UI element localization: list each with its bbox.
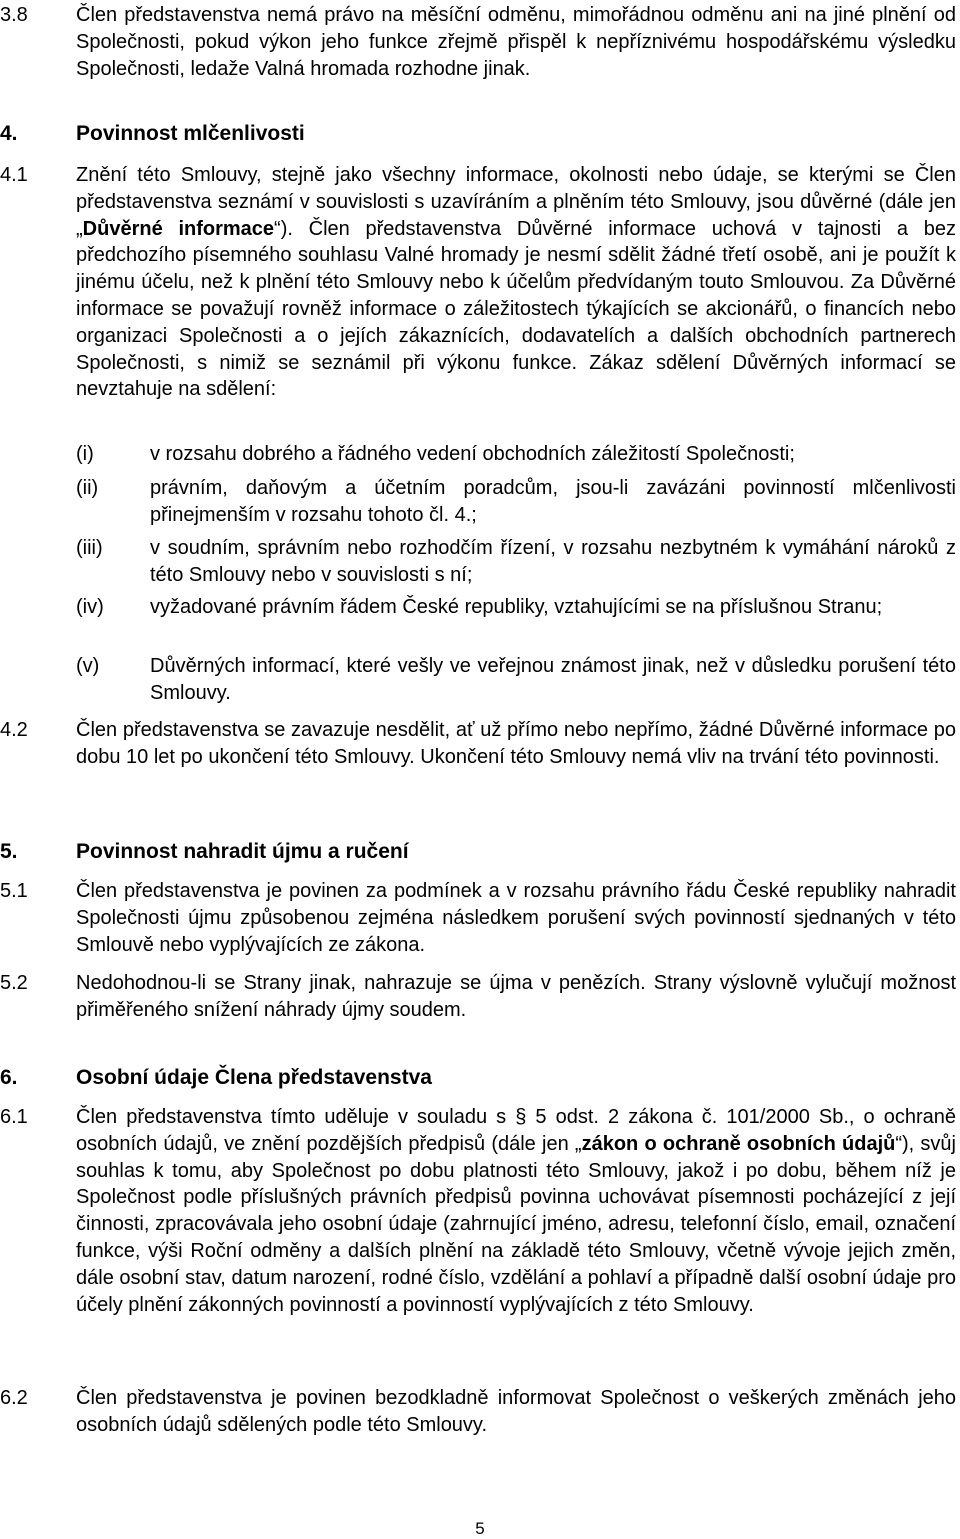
list-item-text: v soudním, správním nebo rozhodčím řízení, v rozsahu nezbytném k vymáhání nároků z této Smlouvy nebo v souvislosti s ní; [150, 537, 956, 586]
clause-text: Člen představenstva je povinen za podmínek a v rozsahu právního řádu České republiky nahradit Společnosti újmu způsobenou zejména následkem porušení svých povinností sjednaných v této Smlouvě nebo vyplývajících ze zákona. [76, 880, 956, 956]
heading-title: Povinnost mlčenlivosti [76, 122, 305, 145]
clause-text: Člen představenstva je povinen bezodkladně informovat Společnost o veškerých změnách jeho osobních údajů sdělených podle této Smlouvy. [76, 1387, 956, 1436]
heading-number: 5. [0, 840, 18, 863]
clause-text: Člen představenstva nemá právo na měsíční odměnu, mimořádnou odměnu ani na jiné plnění od Společnosti, pokud výkon jeho funkce zřejmě přispěl k nepříznivému hospodářskému výsledku Společnosti, ledaže Valná hromada rozhodne jinak. [76, 4, 956, 80]
list-item-number: (ii) [76, 477, 99, 499]
defined-term: zákon o ochraně osobních údajů [581, 1132, 896, 1155]
heading-number: 6. [0, 1066, 18, 1089]
list-item-number: (iii) [76, 537, 103, 559]
clause-text [76, 1104, 956, 1318]
list-item-number: (v) [76, 655, 100, 677]
heading-title: Povinnost nahradit újmu a ručení [76, 840, 409, 863]
defined-term: Důvěrné informace [82, 217, 275, 240]
page-number: 5 [475, 1519, 485, 1538]
list-item-number: (i) [76, 443, 94, 465]
clause-number: 4.1 [0, 164, 28, 186]
clause-text [76, 162, 956, 403]
clause-text: Člen představenstva se zavazuje nesdělit, ať už přímo nebo nepřímo, žádné Důvěrné informace po dobu 10 let po ukončení této Smlouvy. Ukončení této Smlouvy nemá vliv na trvání této povinnosti. [76, 719, 956, 768]
clause-text-part: Člen představenstva tímto uděluje v souladu s § 5 odst. 2 zákona č. 101/2000 Sb., o ochraně osobních údajů, ve znění pozdějších předpisů (dále jen „ [76, 1106, 956, 1155]
clause-text-part: Znění této Smlouvy, stejně jako všechny informace, okolnosti nebo údaje, se kterými se Člen představenstva seznámí v souvislosti s uzavíráním a plněním této Smlouvy, jsou důvěrné (dále jen „ [76, 164, 956, 240]
list-item-text: právním, daňovým a účetním poradcům, jsou-li zavázáni povinností mlčenlivosti přinejmenším v rozsahu tohoto čl. 4.; [150, 477, 956, 526]
clause-text: Nedohodnou-li se Strany jinak, nahrazuje se újma v penězích. Strany výslovně vylučují možnost přiměřeného snížení náhrady újmy soudem. [76, 972, 956, 1021]
list-item-text: Důvěrných informací, které vešly ve veřejnou známost jinak, než v důsledku porušení této Smlouvy. [150, 655, 956, 704]
clause-number: 5.2 [0, 972, 28, 994]
list-item-number: (iv) [76, 596, 104, 618]
clause-number: 5.1 [0, 880, 28, 902]
clause-number: 3.8 [0, 4, 28, 26]
clause-text-part: “), svůj souhlas k tomu, aby Společnost po dobu platnosti této Smlouvy, jakož i po dobu, během níž je Společnost podle příslušných právních předpisů povinna uchovávat písemnosti pocházející z její činnosti, zpracovávala jeho osobní údaje (zahrnující jméno, adresu, telefonní číslo, email, označení funkce, výši Roční odměny a dalších plnění na základě této Smlouvy, včetně vývoje jejich změn, dále osobní stav, datum narození, rodné číslo, vzdělání a pohlaví a případně další osobní údaje pro účely plnění zákonných povinností a povinností vyplývajících z této Smlouvy. [76, 1132, 956, 1316]
clause-number: 6.2 [0, 1387, 28, 1409]
list-item-text: v rozsahu dobrého a řádného vedení obchodních záležitostí Společnosti; [150, 443, 795, 465]
clause-number: 6.1 [0, 1106, 28, 1128]
list-item-text: vyžadované právním řádem České republiky, vztahujícími se na příslušnou Stranu; [150, 596, 883, 618]
clause-number: 4.2 [0, 719, 28, 741]
clause-text-part: “). Člen představenstva Důvěrné informace uchová v tajnosti a bez předchozího písemného souhlasu Valné hromady je nesmí sdělit žádné třetí osobě, ani je použít k jinému účelu, než k plnění této Smlouvy nebo k účelům předvídaným touto Smlouvou. Za Důvěrné informace se považují rovněž informace o záležitostech týkajících se akcionářů, o financích nebo organizaci Společnosti a o jejích zákaznících, dodavatelích a dalších obchodních partnerech Společnosti, s nimiž se seznámil při výkonu funkce. Zákaz sdělení Důvěrných informací se nevztahuje na sdělení: [76, 217, 956, 401]
heading-title: Osobní údaje Člena představenstva [76, 1066, 432, 1089]
heading-number: 4. [0, 122, 18, 145]
